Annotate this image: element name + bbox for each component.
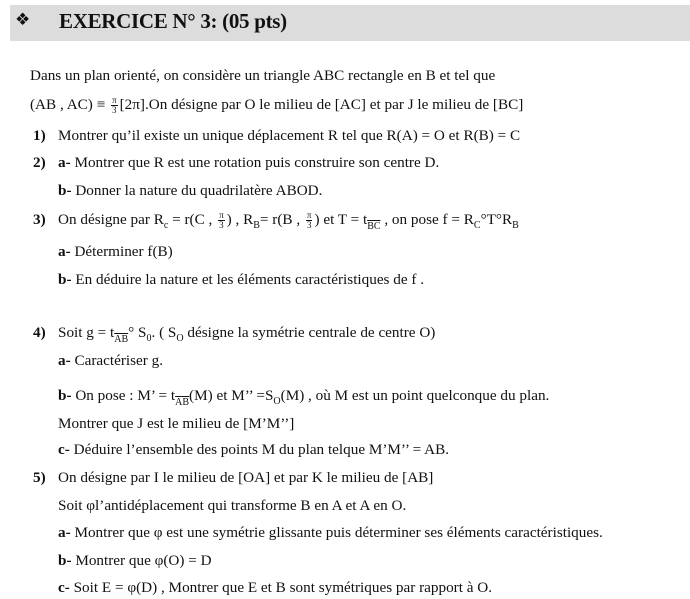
text-line (58, 496, 406, 516)
text-line (30, 95, 523, 115)
text-line (58, 181, 322, 201)
text-segment: [2π].On désigne par O le milieu de [AC] et par J le milieu de [BC] (119, 96, 524, 113)
sub-question-label: b- (58, 271, 72, 288)
text-segment: Soit g = t (58, 324, 115, 341)
text-line (58, 551, 212, 571)
text-line (58, 440, 449, 460)
subscript: B (253, 220, 260, 231)
fraction-denominator: 3 (306, 220, 312, 231)
text-line (58, 210, 519, 230)
text-segment: Caractériser g. (70, 352, 163, 369)
fraction-numerator: π (112, 95, 117, 106)
fraction-numerator: π (306, 210, 312, 221)
question-number: 3) (33, 211, 46, 228)
text-segment: Soit φl’antidéplacement qui transforme B en A et A en O. (58, 497, 407, 514)
text-segment: (M) , où M est un point quelconque du plan. (280, 387, 550, 404)
text-line (58, 270, 424, 290)
question-number: 2) (33, 154, 46, 171)
subscript: O (176, 333, 184, 344)
text-line (58, 468, 433, 488)
text-segment: Soit E = φ(D) , Montrer que E et B sont symétriques par rapport à O. (69, 579, 493, 596)
text-line (58, 523, 603, 543)
text-line (30, 66, 495, 86)
text-segment: On pose : M’ = t (71, 387, 176, 404)
exercise-title: EXERCICE N° 3: (05 pts) (59, 9, 287, 33)
text-segment: Déterminer f(B) (70, 243, 173, 260)
sub-question-label: b- (58, 387, 72, 404)
subscript: B (512, 220, 519, 231)
text-segment: (AB , AC) ≡ (30, 96, 110, 113)
text-line (58, 351, 163, 371)
text-line (58, 242, 173, 262)
text-line (58, 414, 294, 434)
subscript: c (163, 220, 169, 231)
sub-question-label: a- (58, 524, 71, 541)
exercise-header (10, 5, 690, 41)
question-number: 1) (33, 127, 46, 144)
text-line (58, 386, 549, 406)
text-line (58, 323, 435, 343)
sub-question-label: b- (58, 182, 72, 199)
question-number: 5) (33, 469, 46, 486)
vector-subscript: BC (367, 221, 381, 232)
text-segment: = r(B , (259, 211, 304, 228)
text-segment: désigne la symétrie centrale de centre O) (183, 324, 436, 341)
sub-question-label: a- (58, 154, 71, 171)
vector-subscript: AB (175, 397, 190, 408)
text-segment: = r(C , (168, 211, 217, 228)
sub-question-label: b- (58, 552, 72, 569)
text-segment: Montrer qu’il existe un unique déplacement R tel que R(A) = O et R(B) = C (58, 127, 521, 144)
text-line (58, 126, 520, 146)
sub-question-label: a- (58, 243, 71, 260)
sub-question-label: c- (58, 579, 70, 596)
fraction (111, 96, 118, 115)
fraction-denominator: 3 (219, 220, 224, 231)
text-line (58, 578, 492, 598)
sub-question-label: a- (58, 352, 71, 369)
text-segment: Déduire l’ensemble des points M du plan telque M’M’’ = AB. (69, 441, 449, 458)
fraction-denominator: 3 (112, 105, 117, 116)
subscript: 0 (146, 333, 152, 344)
text-segment: Montrer que φ(O) = D (71, 552, 212, 569)
fraction (306, 211, 313, 230)
text-segment: . ( S (151, 324, 177, 341)
text-segment: On désigne par R (58, 211, 164, 228)
text-segment: ° S (128, 324, 147, 341)
text-segment: Montrer que J est le milieu de [M’M’’] (58, 415, 295, 432)
text-segment: Donner la nature du quadrilatère ABOD. (71, 182, 323, 199)
text-segment: , on pose f = R (380, 211, 474, 228)
text-segment: ) , R (226, 211, 254, 228)
question-number: 4) (33, 324, 46, 341)
sub-question-label: c- (58, 441, 70, 458)
bullet-icon: ❖ (15, 10, 31, 29)
text-segment: On désigne par I le milieu de [OA] et par K le milieu de [AB] (58, 469, 434, 486)
fraction-numerator: π (219, 210, 224, 221)
text-segment: Montrer que R est une rotation puis construire son centre D. (70, 154, 440, 171)
vector-subscript: AB (114, 334, 129, 345)
fraction (218, 211, 225, 230)
text-segment: En déduire la nature et les éléments caractéristiques de f . (71, 271, 425, 288)
subscript: O (273, 396, 281, 407)
text-segment: Montrer que φ est une symétrie glissante puis déterminer ses éléments caractéristiques. (70, 524, 603, 541)
text-segment: ) et T = t (314, 211, 368, 228)
text-segment: Dans un plan orienté, on considère un triangle ABC rectangle en B et tel que (30, 67, 496, 84)
text-line (58, 153, 439, 173)
subscript: C (473, 220, 481, 231)
text-segment: (M) et M’’ =S (189, 387, 274, 404)
text-segment: °T°R (480, 211, 513, 228)
